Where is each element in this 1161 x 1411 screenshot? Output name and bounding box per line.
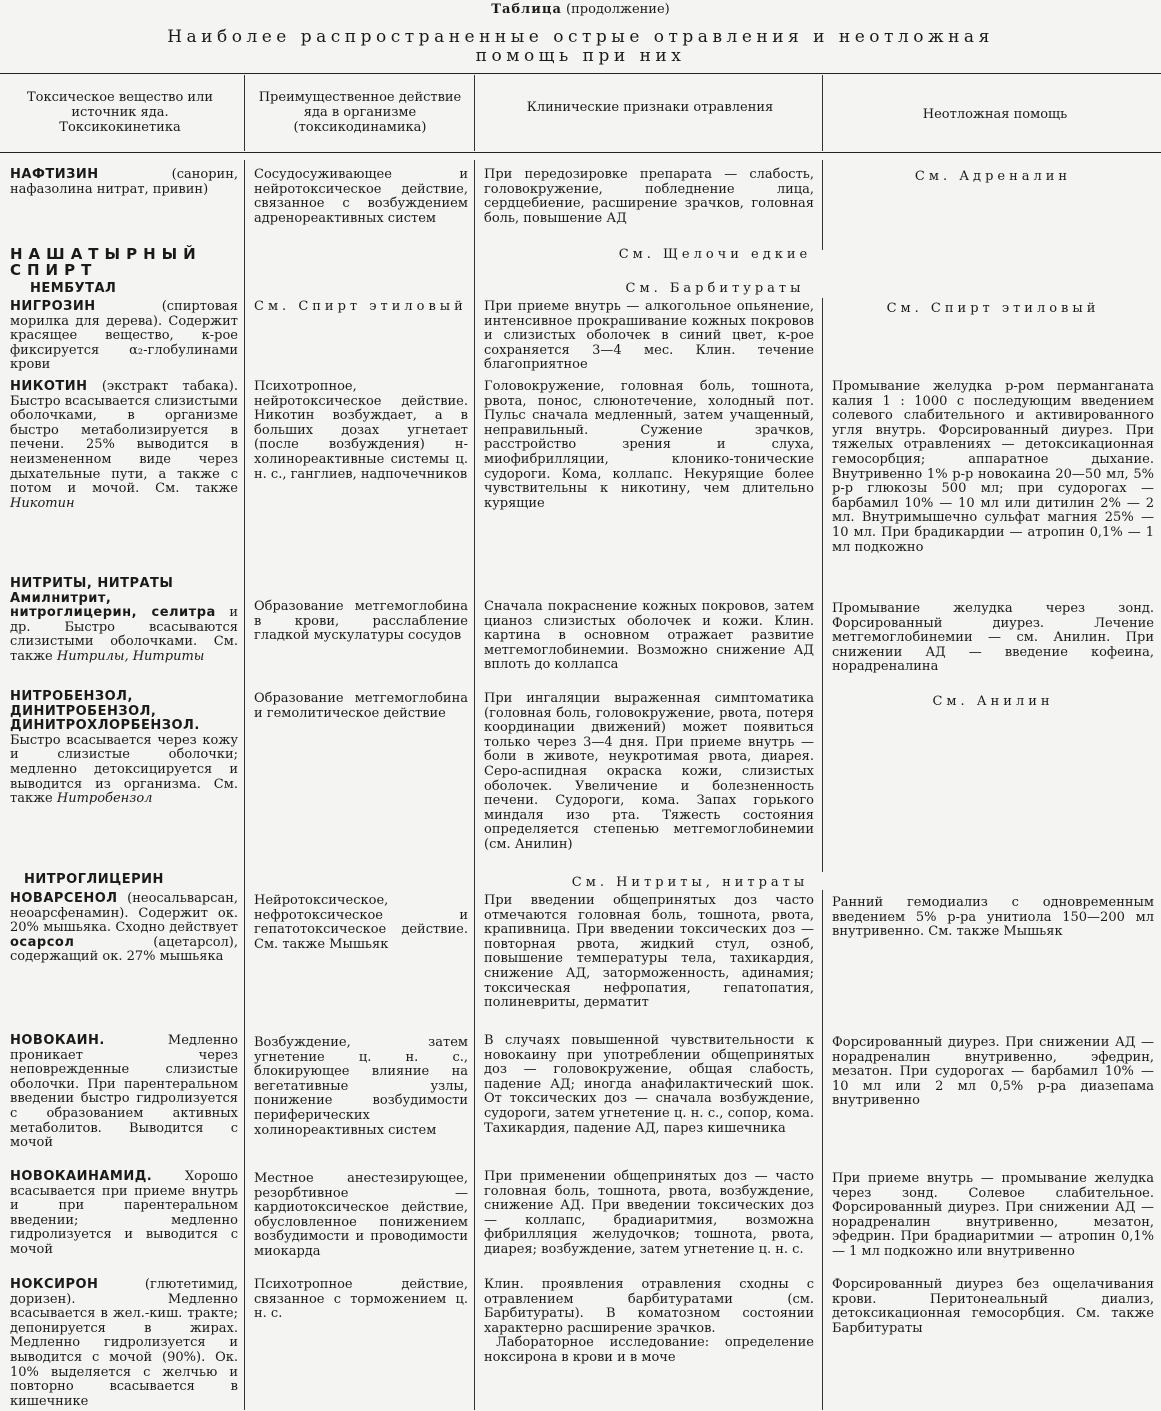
novokainamid-kinetics: Хорошо всасывается при приеме внутрь и при парентеральном введении; медленно гидролизуется и выводится с мочой xyxy=(10,1169,238,1257)
nikotin-signs: Головокружение, головная боль, тошнота, рвота, понос, слюнотечение, холодный пот. Пульс сначала медленный, затем учащенный, неправильный. Сужение зрачков, расстройство зрения и слуха, миофибрилляции, клонико-тонические судороги. Кома, коллапс. Некурящие более чувствительны к никотину, чем длительно курящие xyxy=(484,379,814,511)
noksiron-lab-test: Лабораторное исследование: определение ноксирона в крови и в моче xyxy=(484,1335,814,1365)
novarsenol-name: НОВАРСЕНОЛ xyxy=(10,891,118,906)
nitrity-signs: Сначала покраснение кожных покровов, затем цианоз слизистых оболочек и кожи. Клин. картина в основном отражает развитие метгемоглобинемии. Возможно снижение АД вплоть до коллапса xyxy=(484,599,814,673)
nitrobenzol-kinetics: Быстро всасывается через кожу и слизистые оболочки; медленно детоксицируется и выводится из организма. См. также xyxy=(10,732,238,807)
nigrozin-help: См. Спирт этиловый xyxy=(886,301,1100,316)
column-divider-1-body xyxy=(244,160,245,1410)
novokainamid-signs: При применении общепринятых доз — часто головная боль, тошнота, рвота, возбуждение, снижение АД. При введении токсических доз — коллапс, брадиаритмия, возможна фибрилляция желудочков; тошнота, рвота, диарея; возбуждение, затем угнетение ц. н. с. xyxy=(484,1169,814,1257)
novokain-name: НОВОКАИН. xyxy=(10,1033,105,1048)
nitroglicerin-substance xyxy=(24,873,238,888)
nikotin-kinetics: (экстракт табака). Быстро всасывается слизистыми оболочками, в организме быстро метаболизируется в печени. 25% выводится в неизмененном виде через дыхательные пути, а также с потом и мочой. См. также xyxy=(10,379,238,497)
naftizin-action: Сосудосуживающее и нейротоксическое действие, связанное с возбуждением адренореактивных систем xyxy=(254,167,468,226)
nikotin-help: Промывание желудка р-ром перманганата калия 1 : 1000 с последующим введением солевого слабительного и активированного угля внутрь. Форсированный диурез. При тяжелых отравлениях — детоксикационная гемосорбция; аппаратное дыхание. Внутривенно 1% р-р новокаина 20—50 мл, 5% р-р глюкозы 500 мл; при судорогах — барбамил 10% — 10 мл или дитилин 2% — 2 мл. Внутримышечно сульфат магния 25% — 10 мл. При брадикардии — атропин 0,1% — 1 мл подкожно xyxy=(832,379,1154,555)
nigrozin-substance xyxy=(10,300,238,373)
nembutal-name: НЕМБУТАЛ xyxy=(30,281,117,296)
nitrity-action: Образование метгемоглобина в крови, расслабление гладкой мускулатуры сосудов xyxy=(254,599,468,644)
naftizin-kinetics: (санорин, нафазолина нитрат, привин) xyxy=(10,167,238,197)
novokain-help: Форсированный диурез. При снижении АД — норадреналин внутривенно, эфедрин, мезатон. При судорогах — барбамил 10% — 10 мл или 2 мл 0,5% р-ра диазепама внутривенно xyxy=(832,1035,1154,1109)
nitroglicerin-name: НИТРОГЛИЦЕРИН xyxy=(24,872,164,887)
noksiron-signs-text: Клин. проявления отравления сходны с отравлением барбитуратами (см. Барбитураты). В коматозном состоянии характерно расширение зрачков. xyxy=(484,1277,814,1336)
novokain-action: Возбуждение, затем угнетение ц. н. с., блокирующее влияние на вегетативные узлы, понижение возбудимости периферических холинореактивных систем xyxy=(254,1035,468,1138)
column-divider-3 xyxy=(822,75,823,151)
header-top-rule xyxy=(0,73,1161,74)
nikotin-substance xyxy=(10,380,238,511)
nashatyr-substance xyxy=(10,246,238,278)
nitrobenzol-name: НИТРОБЕНЗОЛ, ДИНИТРОБЕНЗОЛ, ДИНИТРОХЛОРБЕНЗОЛ. xyxy=(10,689,200,734)
nikotin-action: Психотропное, нейротоксическое действие. Никотин возбуждает, а в больших дозах угнетает (после возбуждения) н-холинореактивные системы ц. н. с., ганглиев, надпочечников xyxy=(254,379,468,482)
novarsenol-substance xyxy=(10,892,238,965)
nitrity-examples: Амилнитрит, нитроглицерин, селитра xyxy=(10,590,216,621)
novokainamid-action: Местное анестезирующее, резорбтивное — кардиотоксическое действие, обусловленное понижением возбудимости и проводимости миокарда xyxy=(254,1171,468,1259)
nitrobenzol-substance xyxy=(10,690,238,807)
osarsol-name: осарсол xyxy=(10,934,75,950)
novokainamid-help: При приеме внутрь — промывание желудка через зонд. Солевое слабительное. Форсированный диурез. При снижении АД — норадреналин внутривенно, мезатон, эфедрин. При брадиаритмии — атропин 0,1% — 1 мл подкожно или внутривенно xyxy=(832,1171,1154,1259)
noksiron-substance xyxy=(10,1278,238,1409)
naftizin-name: НАФТИЗИН xyxy=(10,167,99,182)
novokainamid-substance xyxy=(10,1170,238,1258)
nitrobenzol-reference: Нитробензол xyxy=(56,791,153,807)
naftizin-substance xyxy=(10,168,238,197)
noksiron-signs xyxy=(484,1278,814,1366)
caption-rest: (продолжение) xyxy=(561,2,670,17)
naftizin-signs: При передозировке препарата — слабость, головокружение, побледнение лица, сердцебиение, расширение зрачков, головная боль, повышение АД xyxy=(484,167,814,226)
naftizin-help: См. Адреналин xyxy=(914,169,1072,184)
novokain-signs: В случаях повышенной чувствительности к новокаину при употреблении общепринятых доз — головокружение, общая слабость, падение АД; иногда анафилактический шок. От токсических доз — сначала возбуждение, судороги, затем угнетение ц. н. с., сопор, кома. Тахикардия, падение АД, парез кишечника xyxy=(484,1033,814,1136)
novokainamid-name: НОВОКАИНАМИД. xyxy=(10,1169,153,1184)
column-header-2: Преимущественное действие яда в организме (токсикодинамика) xyxy=(258,90,462,135)
nitrobenzol-signs: При ингаляции выраженная симптоматика (головная боль, головокружение, рвота, потеря координации движений) может появиться только через 3—4 дня. При приеме внутрь — боли в животе, неукротимая рвота, диарея. Серо-аспидная окраска кожи, слизистых оболочек. Увеличение и болезненность печени. Судороги, кома. Запах горького миндаля изо рта. Тяжесть состояния определяется степенью метгемоглобинемии (см. Анилин) xyxy=(484,691,814,852)
column-divider-2-body xyxy=(474,160,475,1410)
nitrity-reference: Нитрилы, Нитриты xyxy=(56,648,205,664)
novarsenol-kinetics: (неосальварсан, неоарсфенамин). Содержит ок. 20% мышьяка. Сходно действует xyxy=(10,891,238,936)
novarsenol-kinetics-tail: (ацетарсол), содержащий ок. 27% мышьяка xyxy=(10,934,238,965)
nitrity-help: Промывание желудка через зонд. Форсированный диурез. Лечение метгемоглобинемии — см. Анилин. При снижении АД — введение кофеина, норадреналина xyxy=(832,601,1154,675)
novokain-substance xyxy=(10,1034,238,1151)
nitrobenzol-help: См. Анилин xyxy=(932,694,1054,709)
column-divider-2 xyxy=(474,75,475,151)
nembutal-reference: См. Барбитураты xyxy=(625,281,805,296)
nigrozin-signs: При приеме внутрь — алкогольное опьянение, интенсивное прокрашивание кожных покровов и слизистых оболочек в синий цвет, к-рое сохраняется 3—4 мес. Клин. течение благоприятное xyxy=(484,299,814,373)
column-divider-3-body xyxy=(822,160,823,250)
column-header-1: Токсическое вещество или источник яда. Токсикокинетика xyxy=(26,90,214,135)
noksiron-name: НОКСИРОН xyxy=(10,1277,99,1292)
nigrozin-action: См. Спирт этиловый xyxy=(254,299,467,314)
nitrity-kinetics: и др. Быстро всасываются слизистыми оболочками. См. также xyxy=(10,605,238,664)
column-divider-3-body-b xyxy=(822,298,823,872)
title-line-1: Наиболее распространенные острые отравления и неотложная xyxy=(167,27,994,47)
title-line-2: помощь при них xyxy=(475,46,686,66)
column-header-3: Клинические признаки отравления xyxy=(526,100,774,115)
novokain-kinetics: Медленно проникает через неповрежденные слизистые оболочки. При парентеральном введении быстро гидролизуется с образованием активных метаболитов. Выводится с мочой xyxy=(10,1033,238,1151)
table-caption xyxy=(0,2,1161,17)
noksiron-help: Форсированный диурез без ощелачивания крови. Перитонеальный диализ, детоксикационная гемосорбция. См. также Барбитураты xyxy=(832,1277,1154,1336)
header-bottom-rule xyxy=(0,152,1161,153)
column-divider-1 xyxy=(244,75,245,151)
column-divider-3-body-c xyxy=(822,890,823,1410)
noksiron-kinetics: (глютетимид, доризен). Медленно всасывается в жел.-киш. тракте; депонируется в жирах. Медленно гидролизуется и выводится с мочой (90%). Ок. 10% выделяется с желчью и повторно всасывается в кишечнике xyxy=(10,1277,238,1409)
novarsenol-help: Ранний гемодиализ с одновременным введением 5% р-ра унитиола 150—200 мл внутривенно. См. также Мышьяк xyxy=(832,895,1154,940)
nashatyr-name: НАШАТЫРНЫЙ СПИРТ xyxy=(10,245,202,279)
nitrobenzol-action: Образование метгемоглобина и гемолитическое действие xyxy=(254,691,468,721)
nikotin-name: НИКОТИН xyxy=(10,379,88,394)
table-title xyxy=(0,28,1161,66)
noksiron-action: Психотропное действие, связанное с торможением ц. н. с. xyxy=(254,1277,468,1322)
novarsenol-action: Нейротоксическое, нефротоксическое и гепатотоксическое действие. См. также Мышьяк xyxy=(254,893,468,952)
column-header-4: Неотложная помощь xyxy=(922,107,1068,122)
caption-bold: Таблица xyxy=(491,2,562,17)
nigrozin-name: НИГРОЗИН xyxy=(10,299,96,314)
nikotin-reference: Никотин xyxy=(10,495,75,511)
novarsenol-signs: При введении общепринятых доз часто отмечаются головная боль, тошнота, рвота, крапивница. При введении токсических доз — повторная рвота, жидкий стул, озноб, повышение температуры тела, тахикардия, снижение АД, заторможенность, адинамия; токсическая нефропатия, гепатопатия, полиневриты, дерматит xyxy=(484,893,814,1011)
nashatyr-reference: См. Щелочи едкие xyxy=(618,247,812,262)
nitrity-name: НИТРИТЫ, НИТРАТЫ xyxy=(10,576,174,591)
nigrozin-kinetics: (спиртовая морилка для дерева). Содержит красящее вещество, к-рое фиксируется α₂-глобулинами крови xyxy=(10,299,238,373)
nitrity-substance xyxy=(10,577,238,665)
nembutal-substance xyxy=(30,282,240,297)
nitroglicerin-reference: См. Нитриты, нитраты xyxy=(571,875,809,890)
